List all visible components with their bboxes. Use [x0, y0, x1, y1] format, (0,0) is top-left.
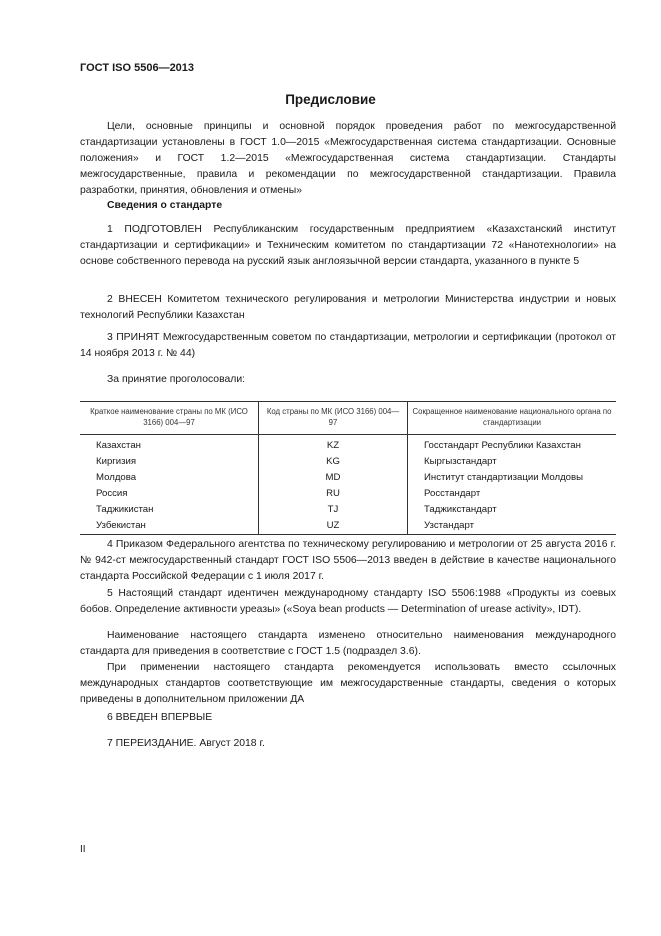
- table-header-country: Краткое наименование страны по МК (ИСО 3166) 004—97: [80, 402, 259, 435]
- country-cell: Казахстан: [80, 435, 259, 455]
- item-2-paragraph: 2 ВНЕСЕН Комитетом технического регулирования и метрологии Министерства индустрии и новых технологий Республики Казахстан: [80, 294, 616, 321]
- intro-paragraph: Цели, основные принципы и основной порядок проведения работ по межгосударственной стандартизации установлены в ГОСТ 1.0—2015 «Межгосударственная система стандартизации. Основные положения» и ГОСТ 1.2—2015 «Межгосударственная система стандартизации. Стандарты межгосударственные, правила и рекомендации по межгосударственной стандартизации. Правила разработки, принятия, обновления и отмены»: [80, 121, 616, 196]
- table-header-row: [80, 402, 616, 435]
- item-5-note-1: Наименование настоящего стандарта изменено относительно наименования международного стандарта для приведения в соответствие с ГОСТ 1.5 (подраздел 3.6).: [80, 630, 616, 657]
- code-cell: MD: [259, 470, 408, 486]
- body-cell: Госстандарт Республики Казахстан: [424, 440, 581, 451]
- code-cell: KG: [259, 454, 408, 470]
- code-cell: RU: [259, 486, 408, 502]
- country-cell: Молдова: [80, 470, 259, 486]
- item-5-note-2: При применении настоящего стандарта рекомендуется использовать вместо ссылочных международных стандартов соответствующие им межгосударственные стандарты, сведения о которых приведены в дополнительном приложении ДА: [80, 662, 616, 705]
- body-cell: Кыргызстандарт: [424, 456, 497, 467]
- table-row: [80, 486, 616, 502]
- table-row: [80, 454, 616, 470]
- country-cell: Киргизия: [80, 454, 259, 470]
- code-cell: TJ: [259, 502, 408, 518]
- table-row: [80, 470, 616, 486]
- item-5-paragraph: 5 Настоящий стандарт идентичен международному стандарту ISO 5506:1988 «Продукты из соевых бобов. Определение активности уреазы» («Soya bean products — Determination of urease activity», IDT).: [80, 588, 616, 615]
- page-number: II: [80, 844, 86, 855]
- country-cell: Узбекистан: [80, 518, 259, 535]
- votes-label: За принятие проголосовали:: [107, 374, 246, 385]
- code-cell: UZ: [259, 518, 408, 535]
- body-cell: Таджикстандарт: [424, 504, 497, 515]
- table-row: [80, 502, 616, 518]
- table-row: [80, 518, 616, 535]
- item-4-paragraph: 4 Приказом Федерального агентства по техническому регулированию и метрологии от 25 августа 2016 г. № 942-ст межгосударственный стандарт ГОСТ ISO 5506—2013 введен в действие в качестве национального стандарта Российской Федерации с 1 июля 2017 г.: [80, 539, 616, 582]
- info-heading: Сведения о стандарте: [107, 200, 223, 211]
- body-cell: Росстандарт: [424, 488, 481, 499]
- item-1-paragraph: 1 ПОДГОТОВЛЕН Республиканским государственным предприятием «Казахстанский институт стандартизации и сертификации» и Техническим комитетом по стандартизации 72 «Нанотехнологии» на основе собственного перевода на русский язык англоязычной версии стандарта, указанного в пункте 5: [80, 224, 616, 267]
- votes-table: [80, 401, 616, 535]
- table-row: [80, 435, 616, 455]
- code-cell: KZ: [259, 435, 408, 455]
- item-3-paragraph: 3 ПРИНЯТ Межгосударственным советом по стандартизации, метрологии и сертификации (протокол от 14 ноября 2013 г. № 44): [80, 332, 616, 359]
- item-6-paragraph: 6 ВВЕДЕН ВПЕРВЫЕ: [107, 712, 213, 723]
- country-cell: Россия: [80, 486, 259, 502]
- table-header-code: Код страны по МК (ИСО 3166) 004—97: [259, 402, 408, 435]
- body-cell: Узстандарт: [408, 518, 617, 535]
- standard-code-header: ГОСТ ISO 5506—2013: [80, 62, 195, 74]
- page-title: Предисловие: [285, 92, 376, 107]
- country-cell: Таджикистан: [80, 502, 259, 518]
- table-header-body: Сокращенное наименование национального органа по стандартизации: [408, 402, 617, 435]
- body-cell: Институт стандартизации Молдовы: [424, 472, 583, 483]
- item-7-paragraph: 7 ПЕРЕИЗДАНИЕ. Август 2018 г.: [107, 738, 265, 749]
